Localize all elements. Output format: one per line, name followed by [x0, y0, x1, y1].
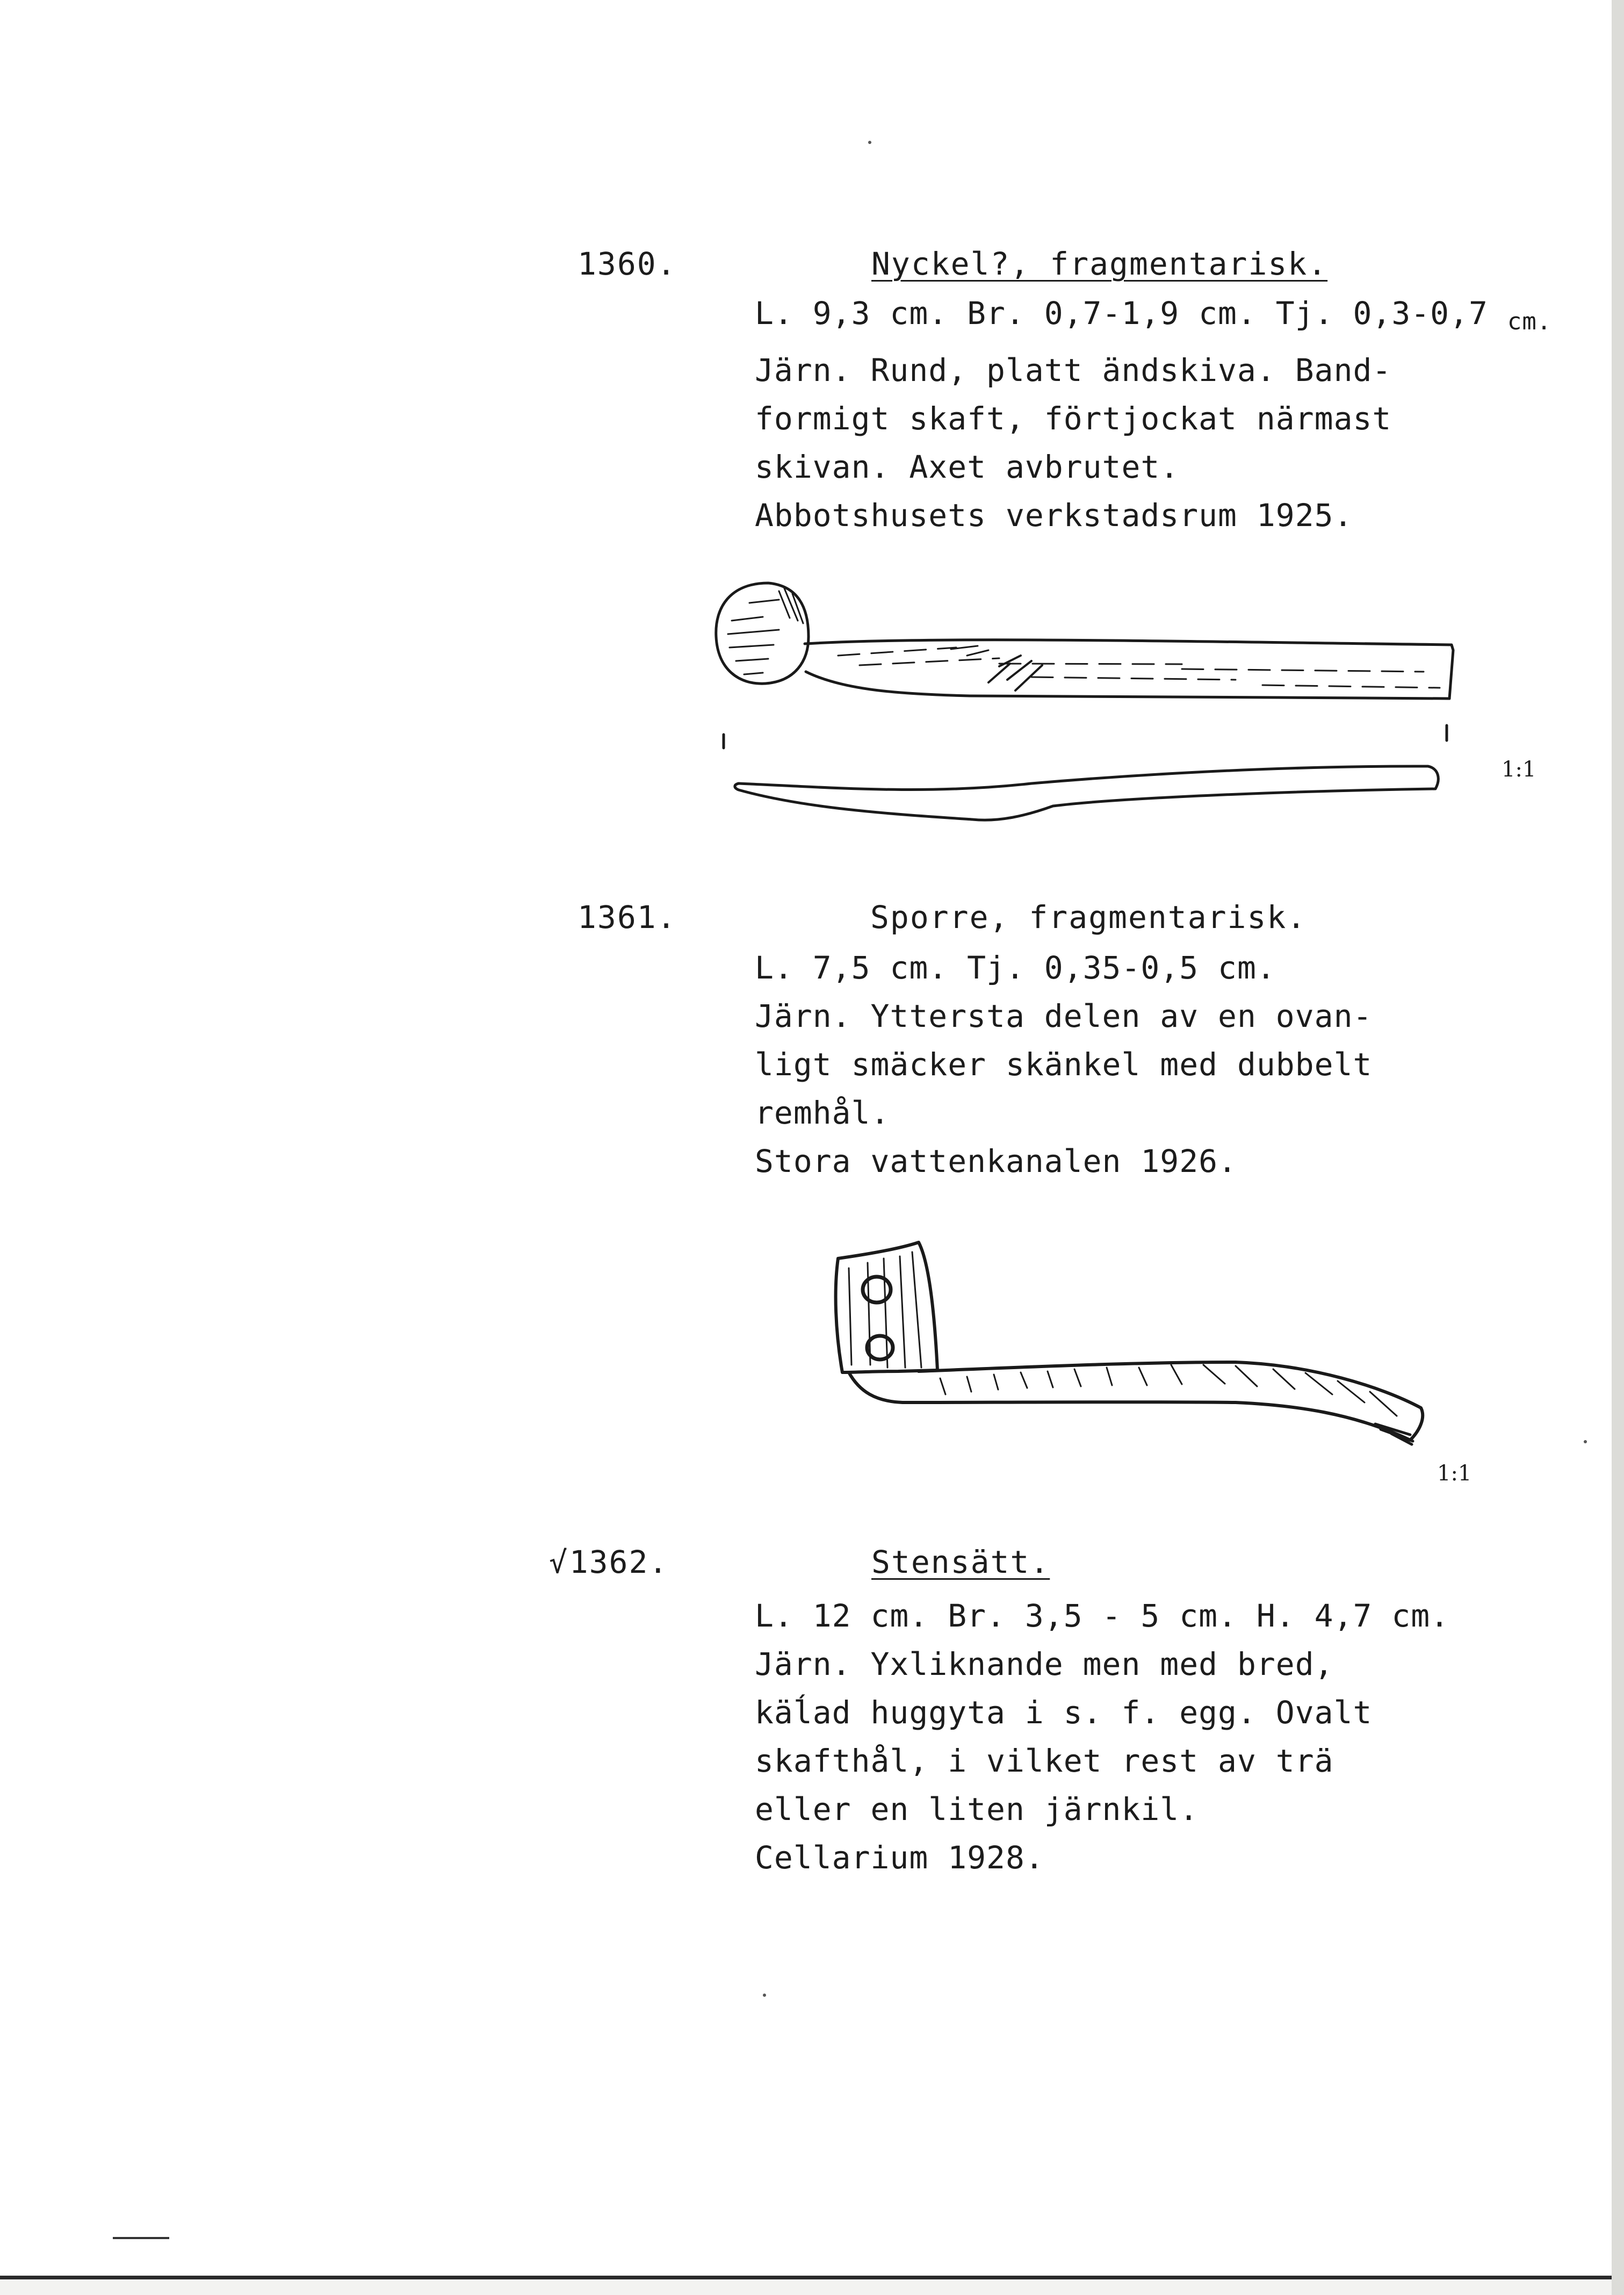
description-line: L. 9,3 cm. Br. 0,7-1,9 cm. Tj. 0,3-0,7 cm. [755, 295, 1552, 335]
entry-description-1362 [755, 1592, 1449, 1882]
description-line: L. 12 cm. Br. 3,5 - 5 cm. H. 4,7 cm. [755, 1598, 1450, 1634]
description-line: Järn. Yttersta delen av en ovan- [755, 998, 1373, 1034]
entry-description-1360 [755, 289, 1551, 539]
key-fragment-drawing [698, 570, 1483, 828]
description-line: ligt smäcker skänkel med dubbelt [755, 1046, 1373, 1083]
scale-label-1361: 1:1 [1437, 1461, 1472, 1486]
entry-number-1361 [578, 899, 677, 936]
paper-speck [868, 141, 871, 144]
description-line: Järn. Rund, platt ändskiva. Band- [755, 352, 1392, 389]
entry-number-1362 [549, 1546, 668, 1578]
entry-number-1360 [578, 246, 677, 282]
entry-number-text: 1362. [569, 1544, 669, 1580]
line-tail: cm. [1507, 308, 1552, 335]
description-line: eller en liten järnkil. [755, 1791, 1199, 1828]
description-line: skafthål, i vilket rest av trä [755, 1743, 1334, 1779]
description-line: Stora vattenkanalen 1926. [755, 1143, 1237, 1179]
scale-label-1360: 1:1 [1502, 757, 1536, 782]
entry-number-text: 1361. [578, 899, 677, 936]
check-mark: √ [549, 1545, 568, 1580]
entry-title-1361: Sporre, fragmentarisk. [870, 899, 1307, 936]
description-line: Abbotshusets verkstadsrum 1925. [755, 497, 1353, 534]
spur-fragment-drawing [827, 1231, 1472, 1488]
entry-number-text: 1360. [578, 246, 677, 282]
description-line: skivan. Axet avbrutet. [755, 449, 1180, 485]
entry-title-1360: Nyckel?, fragmentarisk. [871, 246, 1328, 282]
entry-description-1361 [755, 944, 1372, 1185]
description-line: Cellarium 1928. [755, 1839, 1044, 1876]
paper-speck [1584, 1440, 1587, 1443]
description-line: remhål. [755, 1095, 890, 1131]
description-line: formigt skaft, förtjockat närmast [755, 400, 1392, 437]
entry-title-1362: Stensätt. [871, 1544, 1050, 1580]
margin-rule [113, 2237, 169, 2239]
scan-edge [1612, 0, 1624, 2295]
description-line: käĺad huggyta i s. f. egg. Ovalt [755, 1694, 1373, 1731]
description-line: L. 7,5 cm. Tj. 0,35-0,5 cm. [755, 949, 1276, 986]
paper-speck [763, 1994, 766, 1997]
description-line: Järn. Yxliknande men med bred, [755, 1646, 1334, 1682]
